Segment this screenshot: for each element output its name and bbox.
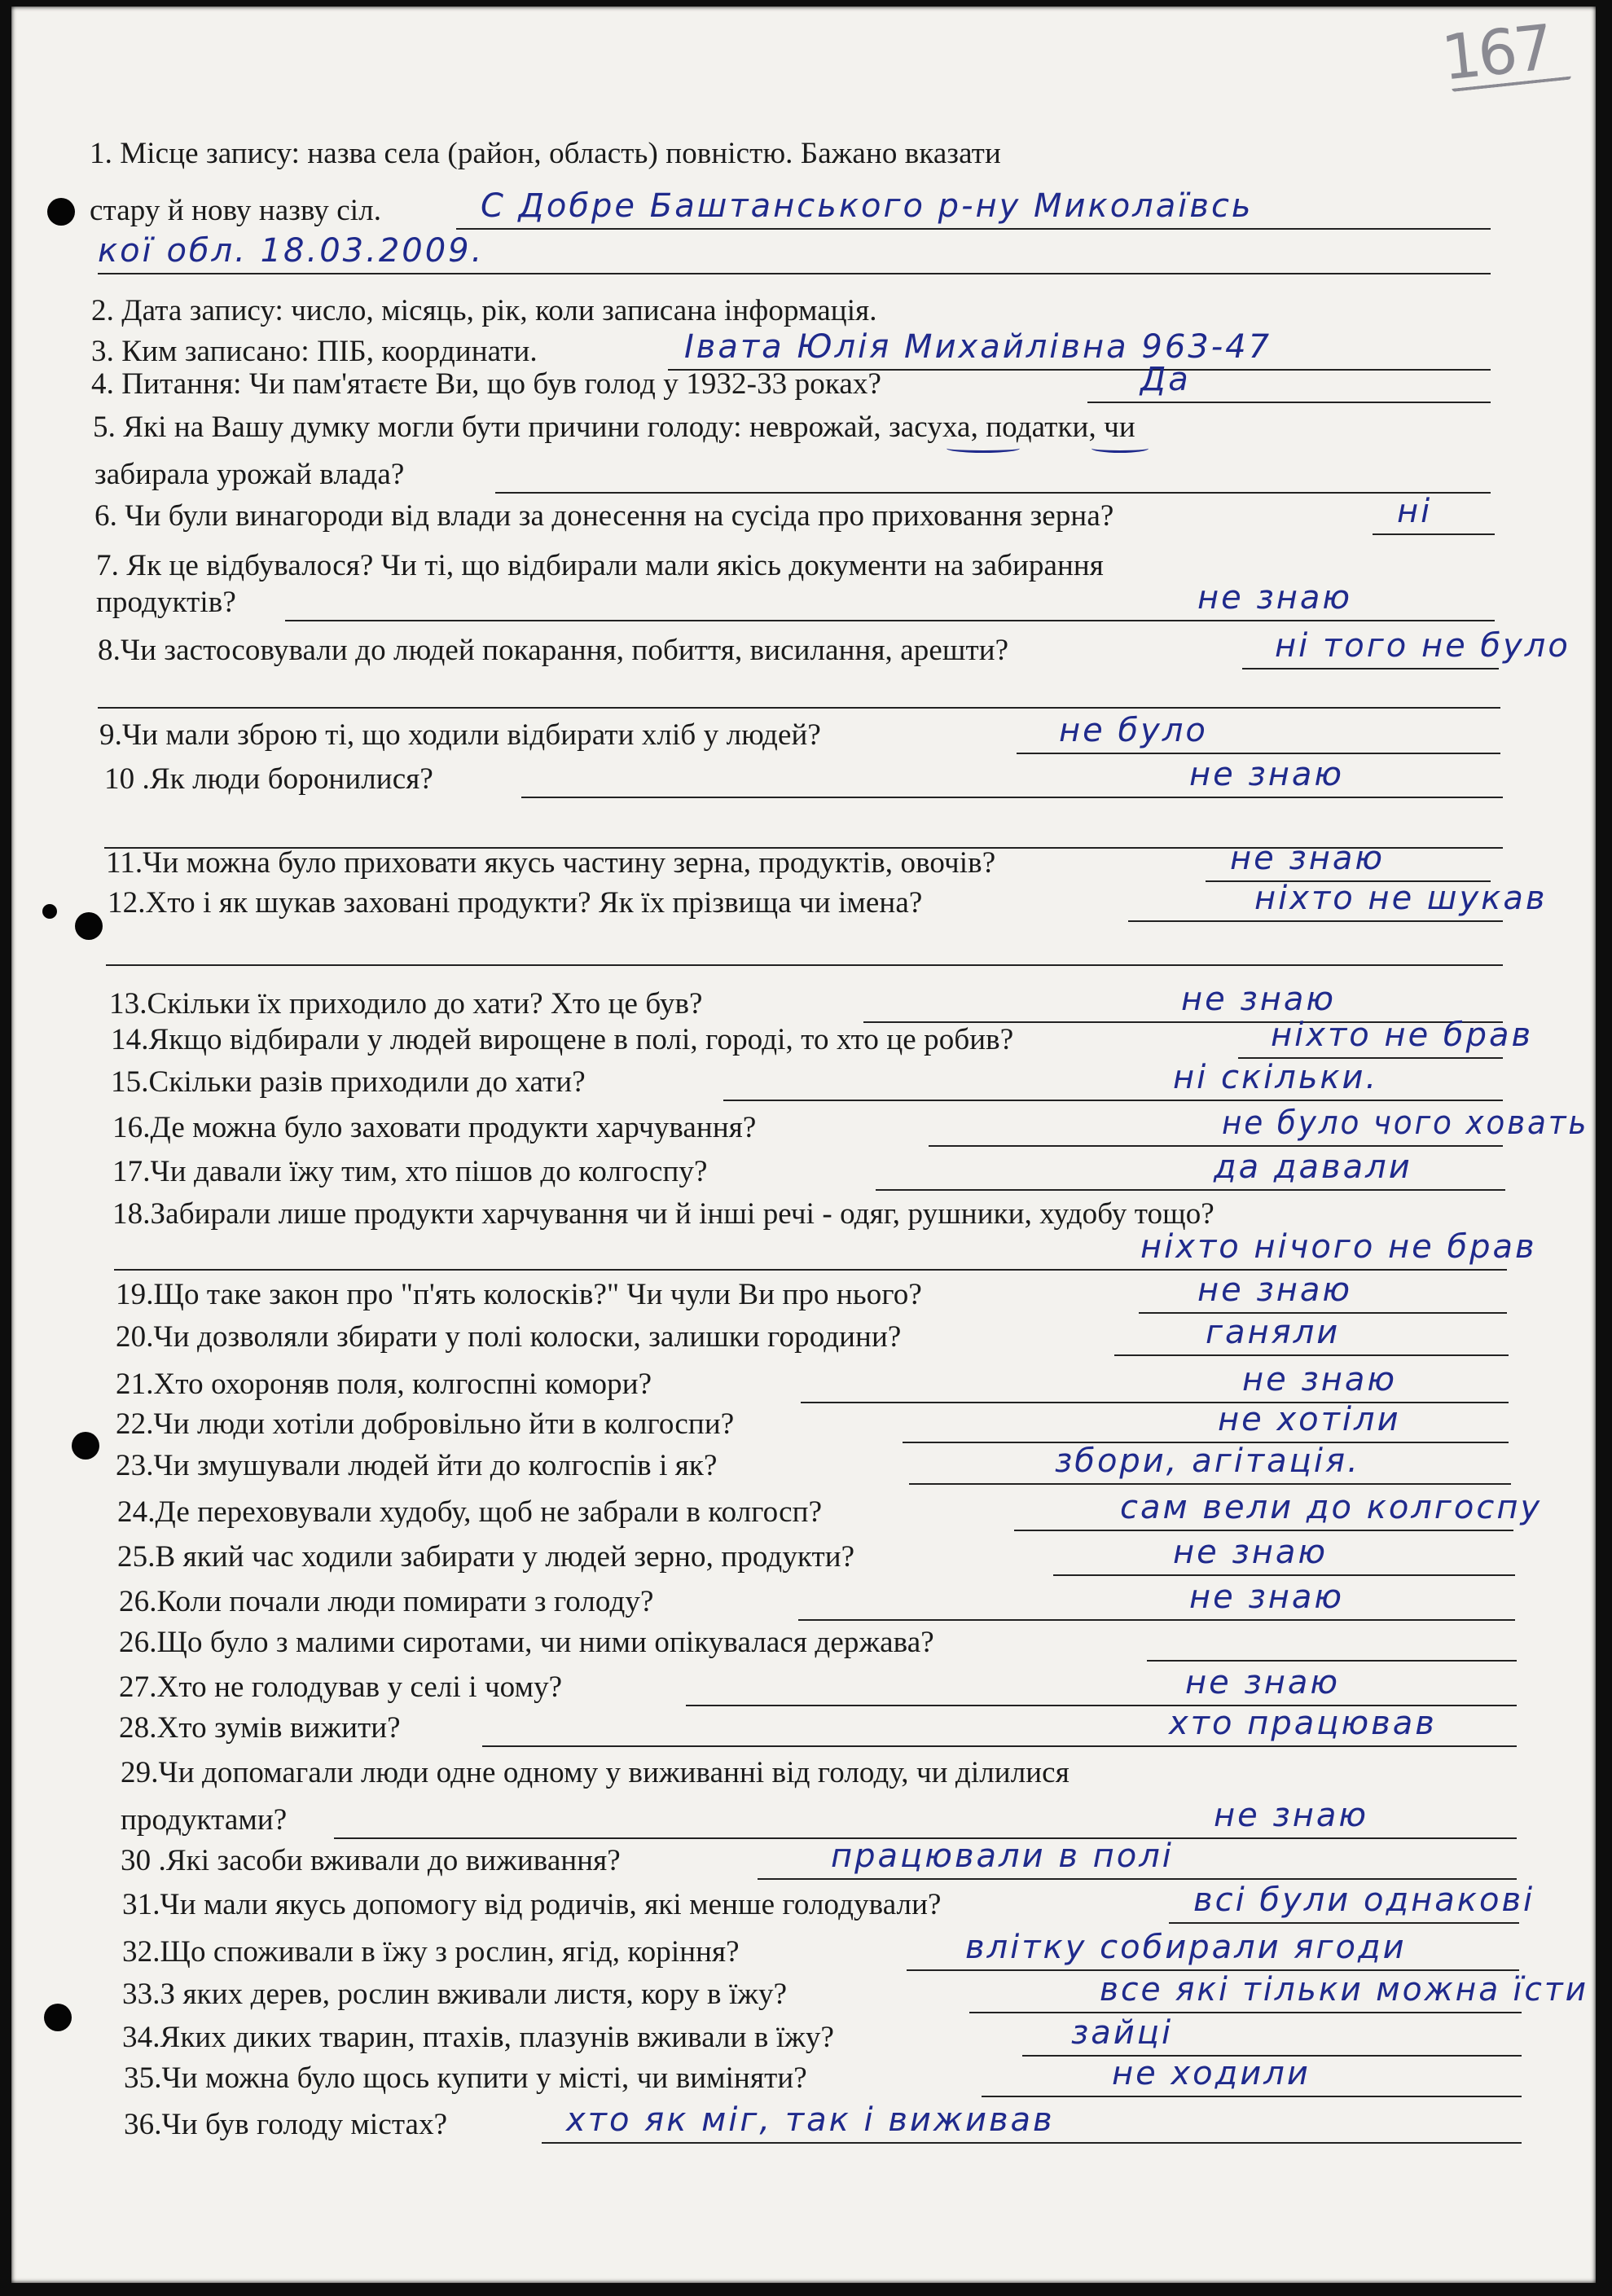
question-row (0, 2011, 1612, 2057)
question-text: 8.Чи застосовували до людей покарання, побиття, висилання, арешти? (98, 634, 1009, 667)
handwritten-answer: не знаю (1242, 1361, 1398, 1398)
question-text: 11.Чи можна було приховати якусь частину зерна, продуктів, овочів? (106, 846, 996, 880)
answer-line (521, 797, 1503, 798)
question-row (0, 401, 1612, 446)
handwritten-answer: не знаю (1214, 1797, 1369, 1834)
page-number: 167 (1438, 11, 1554, 94)
handwritten-answer: Івата Юлія Михайлівна 963-47 (684, 328, 1272, 366)
question-text: 3. Ким записано: ПІБ, координати. (91, 335, 538, 368)
question-text: 20.Чи дозволяли збирати у полі колоски, залишки городини? (116, 1320, 902, 1354)
handwritten-answer: С Добре Баштанського р-ну Миколаївсь (481, 187, 1254, 225)
underline-mark (947, 444, 1020, 453)
question-row (0, 1101, 1612, 1147)
question-text: 2. Дата запису: число, місяць, рік, коли записана інформація. (91, 294, 877, 327)
question-text: 9.Чи мали зброю ті, що ходили відбирати хліб у людей? (99, 718, 821, 752)
question-text: 27.Хто не голодував у селі і чому? (119, 1670, 563, 1704)
handwritten-answer: не було чого ховать (1222, 1104, 1589, 1142)
handwritten-answer: зайці (1071, 2014, 1174, 2052)
question-text: 21.Хто охороняв поля, колгоспні комори? (116, 1368, 652, 1401)
handwritten-answer: кої обл. 18.03.2009. (98, 232, 485, 270)
question-row (0, 229, 1612, 274)
answer-line (1114, 1354, 1509, 1356)
handwritten-answer: всі були однакові (1193, 1881, 1535, 1919)
handwritten-answer: не знаю (1197, 579, 1353, 617)
handwritten-answer: не знаю (1173, 1534, 1329, 1571)
question-row (0, 1793, 1612, 1839)
question-row (0, 127, 1612, 173)
handwritten-answer: сам вели до колгоспу (1120, 1489, 1543, 1526)
question-row (0, 1358, 1612, 1403)
question-row (0, 1145, 1612, 1191)
handwritten-answer: не ходили (1112, 2055, 1311, 2092)
question-text: 30 .Які засоби вживали до виживання? (121, 1844, 621, 1877)
question-row (0, 1968, 1612, 2013)
handwritten-answer: не знаю (1185, 1664, 1341, 1701)
question-row (0, 2098, 1612, 2144)
handwritten-answer: ніхто не шукав (1254, 880, 1548, 917)
question-text: 23.Чи змушували людей йти до колгоспів і як? (116, 1449, 718, 1482)
answer-line (1373, 533, 1495, 535)
question-row (0, 1225, 1612, 1271)
question-text: 16.Де можна було заховати продукти харчування? (112, 1111, 757, 1144)
answer-line (98, 273, 1491, 274)
answer-line (982, 2096, 1522, 2097)
question-text: 15.Скільки разів приходили до хати? (111, 1065, 586, 1099)
question-row (0, 1268, 1612, 1314)
question-text: 35.Чи можна було щось купити у місті, чи виміняти? (124, 2061, 807, 2095)
handwritten-answer: влітку собирали ягоди (965, 1929, 1407, 1966)
question-text: 1. Місце запису: назва села (район, область) повністю. Бажано вказати (90, 137, 1001, 170)
question-text: 24.Де переховували худобу, щоб не забрали в колгосп? (117, 1495, 823, 1529)
question-text: 18.Забирали лише продукти харчування чи й інші речі - одяг, рушники, худобу тощо? (112, 1197, 1214, 1231)
handwritten-answer: ні скільки. (1173, 1059, 1379, 1096)
question-text: 31.Чи мали якусь допомогу від родичів, які менше голодували? (122, 1888, 942, 1921)
question-row (0, 1575, 1612, 1621)
question-row (0, 1056, 1612, 1101)
answer-line (909, 1483, 1511, 1485)
handwritten-answer: працювали в полі (831, 1837, 1174, 1875)
question-text: 28.Хто зумів вижити? (119, 1711, 401, 1745)
handwritten-answer: все які тільки можна їсти (1100, 1971, 1588, 2008)
question-text: 36.Чи був голоду містах? (124, 2108, 448, 2141)
question-row (0, 1439, 1612, 1485)
question-text: 17.Чи давали їжу тим, хто пішов до колгоспу? (112, 1155, 708, 1188)
handwritten-answer: не хотіли (1218, 1401, 1401, 1438)
handwritten-answer: не знаю (1181, 981, 1337, 1018)
question-row (0, 1834, 1612, 1880)
question-text: 29.Чи допомагали люди одне одному у виживанні від голоду, чи ділилися (121, 1756, 1070, 1789)
question-row (0, 2052, 1612, 2097)
handwritten-answer: не знаю (1189, 756, 1345, 793)
handwritten-answer: ні того не було (1275, 627, 1570, 665)
question-row (0, 489, 1612, 535)
answer-line (1169, 1922, 1519, 1924)
question-row (0, 1661, 1612, 1706)
question-text: 5. Які на Вашу думку могли бути причини голоду: неврожай, засуха, податки, чи (93, 410, 1135, 444)
question-text: 12.Хто і як шукав заховані продукти? Як їх прізвища чи імена? (108, 886, 923, 920)
question-row (0, 753, 1612, 798)
question-text: 25.В який час ходили забирати у людей зерно, продукти? (117, 1540, 855, 1574)
question-row (0, 1616, 1612, 1662)
question-text: 6. Чи були винагороди від влади за донесення на сусіда про приховання зерна? (94, 499, 1114, 533)
question-row (0, 1530, 1612, 1576)
question-row (0, 1878, 1612, 1924)
handwritten-answer: хто працював (1169, 1705, 1437, 1742)
handwritten-answer: хто як міг, так і виживав (566, 2101, 1055, 2139)
handwritten-answer: не знаю (1230, 840, 1386, 877)
question-text: продуктів? (96, 586, 236, 619)
question-row (0, 1013, 1612, 1059)
question-row (0, 1925, 1612, 1971)
question-text: 4. Питання: Чи пам'ятаєте Ви, що був голод у 1932-33 роках? (91, 367, 881, 401)
question-row (0, 576, 1612, 621)
handwritten-answer: не знаю (1197, 1271, 1353, 1309)
question-text: 26.Коли почали люди помирати з голоду? (119, 1585, 654, 1618)
question-row (0, 663, 1612, 709)
question-row (0, 184, 1612, 230)
question-text: 32.Що споживали в їжу з рослин, ягід, коріння? (122, 1935, 740, 1969)
question-row (0, 836, 1612, 882)
question-row (0, 284, 1612, 330)
handwritten-answer: не було (1059, 712, 1208, 749)
handwritten-answer: Да (1140, 361, 1191, 398)
underline-mark (1092, 444, 1149, 453)
answer-line (542, 2142, 1522, 2144)
handwritten-answer: ніхто не брав (1271, 1016, 1534, 1054)
question-text: 19.Що таке закон про "п'ять колосків?" Чи чули Ви про нього? (116, 1278, 922, 1311)
answer-line (285, 620, 1495, 621)
question-text: 33.З яких дерев, рослин вживали листя, кору в їжу? (122, 1978, 788, 2011)
question-text: 22.Чи люди хотіли добровільно йти в колгоспи? (116, 1407, 735, 1441)
question-row (0, 1310, 1612, 1356)
question-row (0, 1701, 1612, 1747)
question-row (0, 1486, 1612, 1531)
question-text: продуктами? (121, 1803, 288, 1837)
question-text: стару й нову назву сіл. (90, 194, 382, 227)
handwritten-answer: ні (1397, 493, 1433, 530)
handwritten-answer: збори, агітація. (1055, 1442, 1360, 1480)
question-text: 34.Яких диких тварин, птахів, плазунів вживали в їжу? (122, 2021, 835, 2054)
question-text: 26.Що було з малими сиротами, чи ними опікувалася держава? (119, 1626, 934, 1659)
question-row (0, 358, 1612, 403)
question-row (0, 448, 1612, 494)
question-row (0, 920, 1612, 966)
question-text: 7. Як це відбувалося? Чи ті, що відбирали мали якісь документи на забирання (96, 549, 1104, 582)
question-row (0, 1398, 1612, 1443)
handwritten-answer: ганяли (1206, 1314, 1341, 1351)
question-text: 10 .Як люди боронилися? (104, 762, 433, 796)
question-row (0, 709, 1612, 754)
handwritten-answer: ніхто нічого не брав (1140, 1228, 1537, 1266)
answer-line (106, 964, 1503, 966)
handwritten-answer: да давали (1214, 1148, 1412, 1186)
question-row (0, 876, 1612, 922)
handwritten-answer: не знаю (1189, 1578, 1345, 1616)
question-text: 13.Скільки їх приходило до хати? Хто це був? (109, 987, 703, 1021)
question-row (0, 1746, 1612, 1792)
question-text: забирала урожай влада? (94, 458, 405, 491)
question-text: 14.Якщо відбирали у людей вирощене в полі, городі, то хто це робив? (111, 1023, 1014, 1056)
